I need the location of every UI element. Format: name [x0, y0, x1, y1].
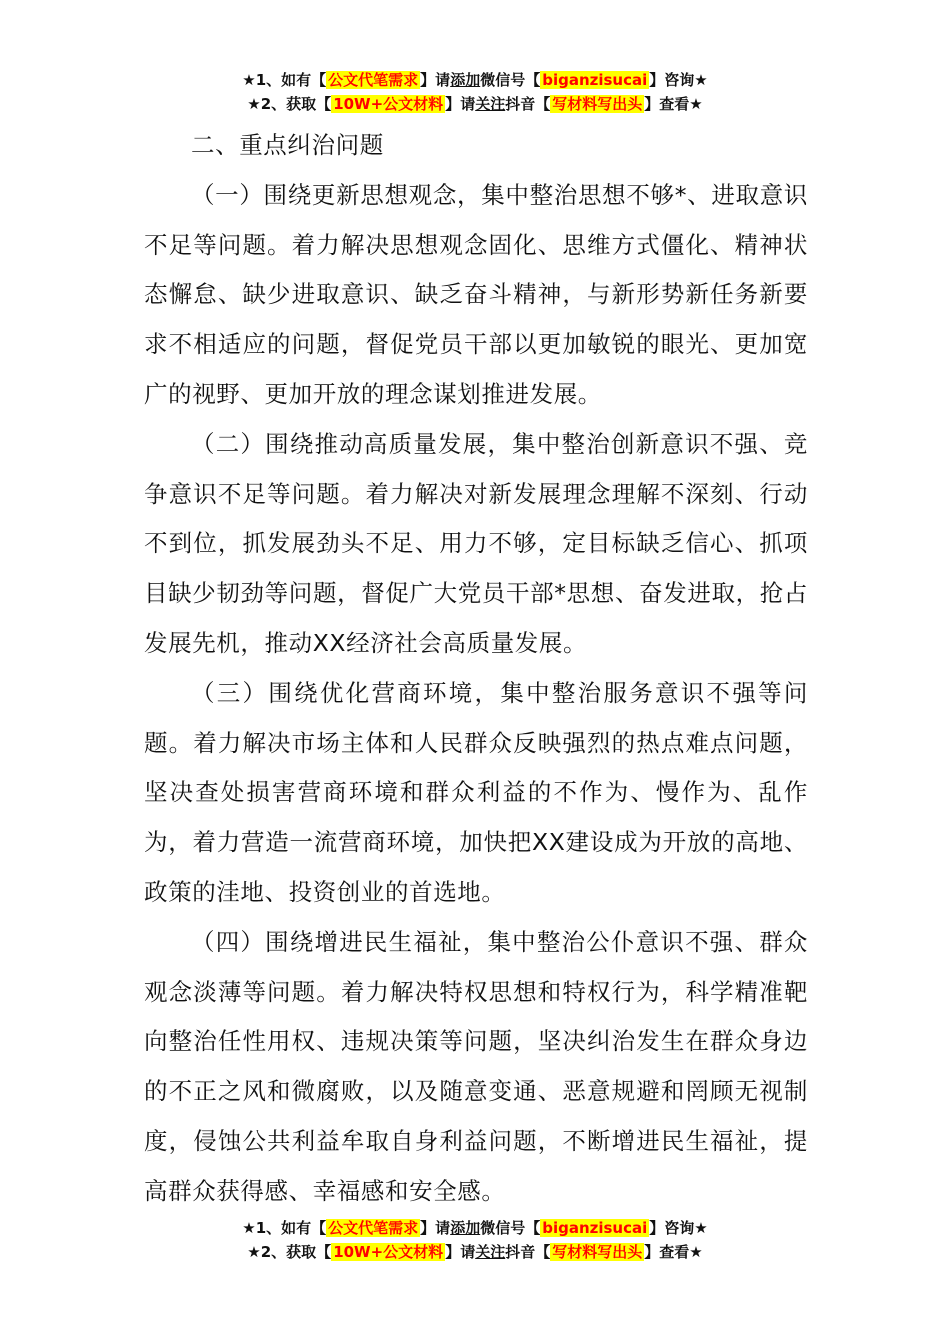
banner-text: 微信号【	[480, 71, 541, 89]
section-heading: 二、重点纠治问题	[191, 131, 384, 159]
banner-text: 抖音【	[505, 1243, 551, 1261]
banner-text: ★2、获取【	[247, 1243, 332, 1261]
banner-line-1	[0, 68, 950, 92]
banner-underlined-text: 添加	[450, 1219, 481, 1237]
banner-highlight: 写材料写出头	[552, 95, 643, 113]
banner-text: ★1、如有【	[242, 71, 327, 89]
banner-text: 抖音【	[505, 95, 551, 113]
banner-text: 】咨询★	[649, 71, 708, 89]
banner-text: 】咨询★	[649, 1219, 708, 1237]
banner-highlight: 公文代笔需求	[328, 71, 419, 89]
banner-highlight: biganzisucai	[542, 71, 648, 89]
header-banner	[0, 68, 950, 116]
banner-text: 】请	[445, 95, 476, 113]
paragraph-2: （二）围绕推动高质量发展，集中整治创新意识不强、竞争意识不足等问题。着力解决对新发展理念理解不深刻、行动不到位，抓发展劲头不足、用力不够，定目标缺乏信心、抓项目缺少韧劲等问题，督促广大党员干部*思想、奋发进取，抢占发展先机，推动XX经济社会高质量发展。	[144, 429, 808, 657]
paragraph-1: （一）围绕更新思想观念，集中整治思想不够*、进取意识不足等问题。着力解决思想观念固化、思维方式僵化、精神状态懈怠、缺少进取意识、缺乏奋斗精神，与新形势新任务新要求不相适应的问题，督促党员干部以更加敏锐的眼光、更加宽广的视野、更加开放的理念谋划推进发展。	[144, 180, 808, 408]
banner-text: 微信号【	[480, 1219, 541, 1237]
footer-banner	[0, 1216, 950, 1264]
banner-highlight: 公文代笔需求	[328, 1219, 419, 1237]
banner-underlined-text: 关注	[475, 1243, 506, 1261]
banner-text: 】查看★	[644, 1243, 703, 1261]
banner-text: 】查看★	[644, 95, 703, 113]
banner-highlight: 写材料写出头	[552, 1243, 643, 1261]
banner-highlight: biganzisucai	[542, 1219, 648, 1237]
banner-text: ★2、获取【	[247, 95, 332, 113]
banner-text: ★1、如有【	[242, 1219, 327, 1237]
document-body	[144, 121, 808, 1217]
banner-line-2	[0, 92, 950, 116]
paragraph-3: （三）围绕优化营商环境，集中整治服务意识不强等问题。着力解决市场主体和人民群众反映强烈的热点难点问题，坚决查处损害营商环境和群众利益的不作为、慢作为、乱作为，着力营造一流营商环境，加快把XX建设成为开放的高地、政策的洼地、投资创业的首选地。	[144, 678, 808, 906]
banner-highlight: 10W+公文材料	[333, 1243, 444, 1261]
banner-line-1	[0, 1216, 950, 1240]
banner-text: 】请	[445, 1243, 476, 1261]
banner-line-2	[0, 1240, 950, 1264]
banner-underlined-text: 添加	[450, 71, 481, 89]
banner-text: 】请	[420, 1219, 451, 1237]
banner-text: 】请	[420, 71, 451, 89]
paragraph-4: （四）围绕增进民生福祉，集中整治公仆意识不强、群众观念淡薄等问题。着力解决特权思想和特权行为，科学精准靶向整治任性用权、违规决策等问题，坚决纠治发生在群众身边的不正之风和微腐败，以及随意变通、恶意规避和罔顾无视制度，侵蚀公共利益牟取自身利益问题，不断增进民生福祉，提高群众获得感、幸福感和安全感。	[144, 927, 808, 1205]
banner-underlined-text: 关注	[475, 95, 506, 113]
banner-highlight: 10W+公文材料	[333, 95, 444, 113]
